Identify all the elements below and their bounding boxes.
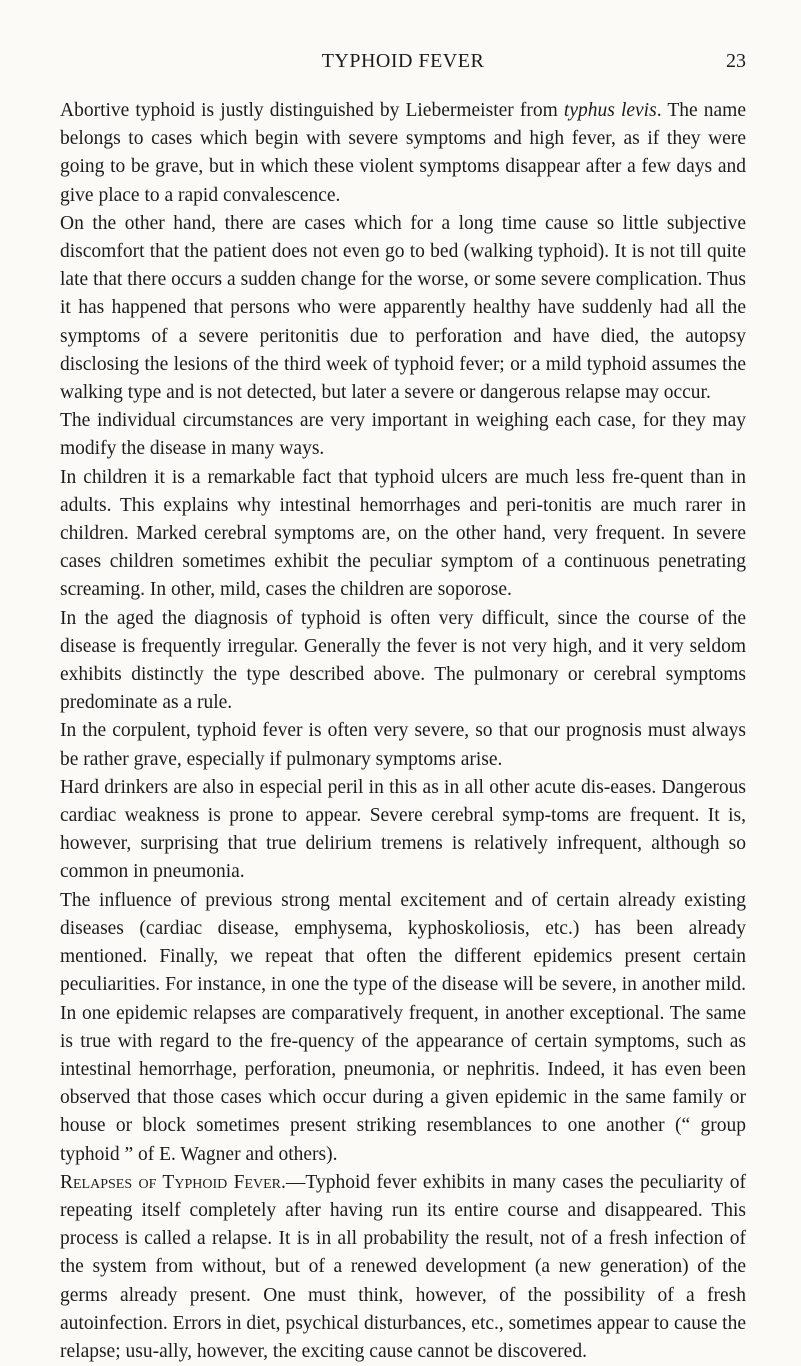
paragraph-text: . The name belongs to cases which begin with severe symptoms and high fever, as if they were going to be grave, but in which these violent symptoms disappear after a few days and give place to a rapid convalescence.: [60, 100, 746, 206]
paragraph-corpulent: In the corpulent, typhoid fever is often very severe, so that our prognosis must always be rather grave, especially if pulmonary symptoms arise.: [60, 720, 746, 770]
running-head: [60, 50, 746, 78]
body-text: [60, 97, 746, 1366]
paragraph-children: In children it is a remarkable fact that typhoid ulcers are much less fre-quent than in adults. This explains why intestinal hemorrhages and peri-tonitis are much rarer in children. Marked cerebral symptoms are, on the other hand, very frequent. In severe cases children sometimes exhibit the peculiar symptom of a continuous penetrating screaming. In other, mild, cases the children are soporose.: [60, 466, 746, 601]
section-heading: Relapses of Typhoid Fever.: [60, 1171, 286, 1193]
running-title: TYPHOID FEVER: [321, 50, 485, 72]
paragraph-relapses: [60, 1169, 746, 1366]
paragraph-individual-circumstances: The individual circumstances are very important in weighing each case, for they may modify the disease in many ways.: [60, 410, 746, 460]
paragraph-influence: The influence of previous strong mental excitement and of certain already existing diseases (cardiac disease, emphysema, kyphoskoliosis, etc.) has been already mentioned. Finally, we repeat that often the different epidemics present certain peculiarities. For instance, in one the type of the disease will be severe, in another mild. In one epidemic relapses are comparatively frequent, in another exceptional. The same is true with regard to the fre-quency of the appearance of certain symptoms, such as intestinal hemorrhage, perforation, pneumonia, or nephritis. Indeed, it has even been observed that those cases which occur during a given epidemic in the same family or house or block sometimes present striking resemblances to one another (“ group typhoid ” of E. Wagner and others).: [60, 889, 746, 1165]
paragraph-aged: In the aged the diagnosis of typhoid is often very difficult, since the course of the disease is frequently irregular. Generally the fever is not very high, and it very seldom exhibits distinctly the type described above. The pulmonary or cerebral symptoms predominate as a rule.: [60, 607, 746, 714]
paragraph-text: —Typhoid fever exhibits in many cases the peculiarity of repeating itself completely after having run its entire course and disappeared. This process is called a relapse. It is in all probability the result, not of a fresh infection of the system from without, but of a renewed development (a new generation) of the germs already present. One must think, however, of the possibility of a fresh autoinfection. Errors in diet, psychical disturbances, etc., sometimes appear to cause the relapse; usu-ally, however, the exciting cause cannot be discovered.: [60, 1171, 747, 1362]
italic-term: typhus levis: [563, 100, 657, 121]
page-number: 23: [726, 50, 746, 72]
paragraph-walking-typhoid: On the other hand, there are cases which for a long time cause so little subjective discomfort that the patient does not even go to bed (walking typhoid). It is not till quite late that there occurs a sudden change for the worse, or some severe complication. Thus it has happened that persons who were apparently healthy have suddenly had all the symptoms of a severe peritonitis due to perforation and have died, the autopsy disclosing the lesions of the third week of typhoid fever; or a mild typhoid assumes the walking type and is not detected, but later a severe or dangerous relapse may occur.: [60, 212, 746, 404]
paragraph-hard-drinkers: Hard drinkers are also in especial peril in this as in all other acute dis-eases. Dangerous cardiac weakness is prone to appear. Severe cerebral symp-toms are frequent. It is, however, surprising that true delirium tremens is relatively infrequent, although so common in pneumonia.: [60, 776, 746, 883]
paragraph-text: Abortive typhoid is justly distinguished by Liebermeister from: [60, 100, 564, 121]
paragraph-abortive-typhoid: [60, 97, 746, 210]
